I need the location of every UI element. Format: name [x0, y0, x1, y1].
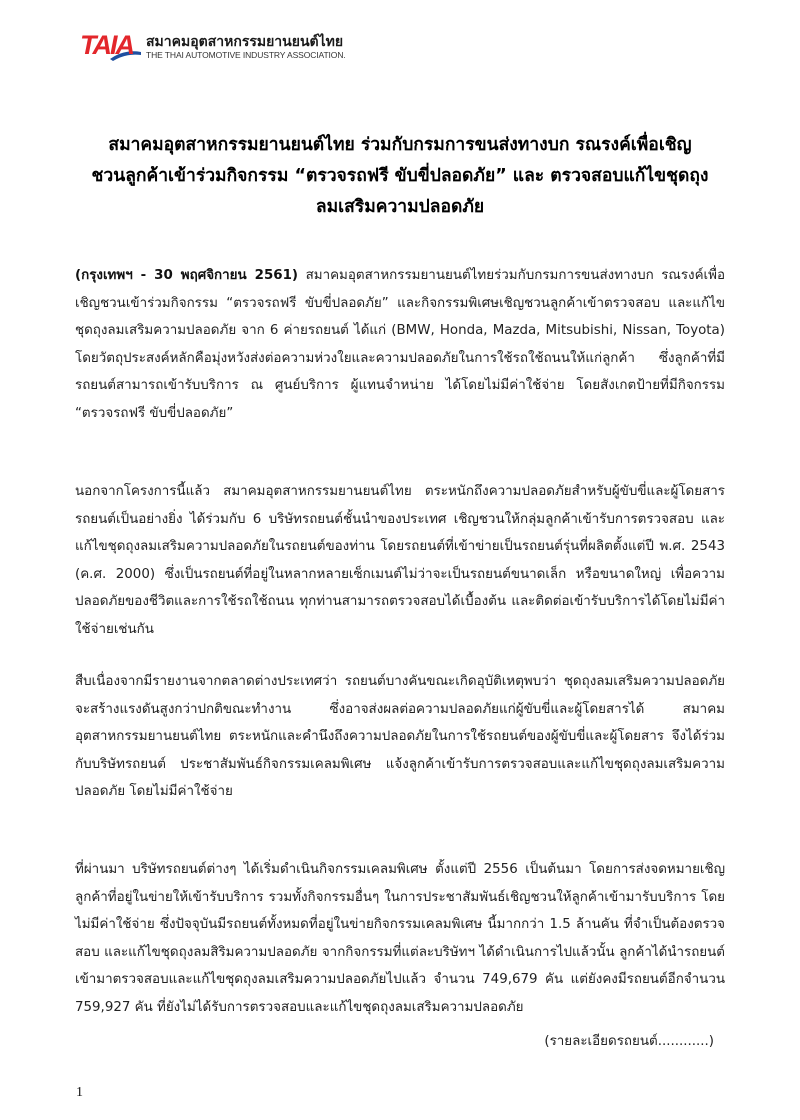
title-line: ชวนลูกค้าเข้าร่วมกิจกรรม “ตรวจรถฟรี ขับขี่ปลอดภัย” และ ตรวจสอบแก้ไขชุดถุง [91, 166, 709, 186]
paragraph-text: สมาคมอุตสาหกรรมยานยนต์ไทยร่วมกับกรมการขนส่งทางบก รณรงค์เพื่อเชิญชวนเข้าร่วมกิจกรรม “ตรวจรถฟรี ขับขี่ปลอดภัย” และกิจกรรมพิเศษเชิญชวนลูกค้าเข้าตรวจสอบ และแก้ไขชุดถุงลมเสริมความปลอดภัย จาก 6 ค่ายรถยนต์ ได้แก่ (BMW, Honda, Mazda, Mitsubishi, Nissan, Toyota) โดยวัตถุประสงค์หลักคือมุ่งหวังส่งต่อความห่วงใยและความปลอดภัยในการใช้รถใช้ถนนให้แก่ลูกค้า ซึ่งลูกค้าที่มีรถยนต์สามารถเข้ารับบริการ ณ ศูนย์บริการ ผู้แทนจำหน่าย ได้โดยไม่มีค่าใช้จ่าย โดยสังเกตป้ายที่มีกิจกรรม “ตรวจรถฟรี ขับขี่ปลอดภัย” [75, 268, 725, 421]
org-name-thai: สมาคมอุตสาหกรรมยานยนต์ไทย [146, 33, 344, 50]
title-line: สมาคมอุตสาหกรรมยานยนต์ไทย ร่วมกับกรมการขนส่งทางบก รณรงค์เพื่อเชิญ [108, 135, 692, 155]
paragraph-text: นอกจากโครงการนี้แล้ว สมาคมอุตสาหกรรมยานยนต์ไทย ตระหนักถึงความปลอดภัยสำหรับผู้ขับขี่และผู้โดยสารรถยนต์เป็นอย่างยิ่ง ได้ร่วมกับ 6 บริษัทรถยนต์ชั้นนำของประเทศ เชิญชวนให้กลุ่มลูกค้าเข้ารับการตรวจสอบ และแก้ไขชุดถุงลมเสริมความปลอดภัยในรถยนต์ของท่าน โดยรถยนต์ที่เข้าข่ายเป็นรถยนต์รุ่นที่ผลิตตั้งแต่ปี พ.ศ. 2543 (ค.ศ. 2000) ซึ่งเป็นรถยนต์ที่อยู่ในหลากหลายเซ็กเมนต์ไม่ว่าจะเป็นรถยนต์ขนาดเล็ก หรือขนาดใหญ่ เพื่อความปลอดภัยของชีวิตและการใช้รถใช้ถนน ทุกท่านสามารถตรวจสอบได้เบื้องต้น และติดต่อเข้ารับบริการได้โดยไม่มีค่าใช้จ่ายเช่นกัน [75, 484, 725, 637]
paragraph-text: ที่ผ่านมา บริษัทรถยนต์ต่างๆ ได้เริ่มดำเนินกิจกรรมเคลมพิเศษ ตั้งแต่ปี 2556 เป็นต้นมา โดยการส่งจดหมายเชิญลูกค้าที่อยู่ในข่ายให้เข้ารับบริการ รวมทั้งกิจกรรมอื่นๆ ในการประชาสัมพันธ์เชิญชวนให้ลูกค้าเข้ามารับบริการ โดยไม่มีค่าใช้จ่าย ซึ่งปัจจุบันมีรถยนต์ทั้งหมดที่อยู่ในข่ายกิจกรรมเคลมพิเศษ นี้มากกว่า 1.5 ล้านคัน ที่จำเป็นต้องตรวจสอบ และแก้ไขชุดถุงลมสิริมความปลอดภัย จากกิจกรรมที่แต่ละบริษัทฯ ได้ดำเนินการไปแล้วนั้น ลูกค้าได้นำรถยนต์เข้ามาตรวจสอบและแก้ไขชุดถุงลมเสริมความปลอดภัยไปแล้ว จำนวน 749,679 คัน แต่ยังคงมีรถยนต์อีกจำนวน 759,927 คัน ที่ยังไม่ได้รับการตรวจสอบและแก้ไขชุดถุงลมเสริมความปลอดภัย [75, 862, 725, 1015]
paragraph-3 [75, 668, 725, 806]
organization-name [146, 34, 346, 61]
details-note: (รายละเอียดรถยนต์............) [544, 1034, 714, 1049]
letterhead [80, 30, 346, 64]
page-number: 1 [76, 1085, 83, 1100]
document-title [60, 130, 740, 223]
dateline: (กรุงเทพฯ - 30 พฤศจิกายน 2561) [75, 268, 299, 283]
paragraph-intro [75, 262, 725, 428]
title-line: ลมเสริมความปลอดภัย [315, 197, 485, 217]
org-name-english: THE THAI AUTOMOTIVE INDUSTRY ASSOCIATION. [146, 49, 346, 60]
logo-letters: TAIA [80, 30, 133, 60]
paragraph-2 [75, 478, 725, 644]
taia-logo [80, 32, 142, 62]
paragraph-text: สืบเนื่องจากมีรายงานจากตลาดต่างประเทศว่า รถยนต์บางคันขณะเกิดอุบัติเหตุพบว่า ชุดถุงลมเสริมความปลอดภัยจะสร้างแรงดันสูงกว่าปกติขณะทำงาน ซึ่งอาจส่งผลต่อความปลอดภัยแก่ผู้ขับขี่และผู้โดยสารได้ สมาคมอุตสาหกรรมยานยนต์ไทย ตระหนักและคำนึงถึงความปลอดภัยในการใช้รถยนต์ของผู้ขับขี่และผู้โดยสาร จึงได้ร่วมกับบริษัทรถยนต์ ประชาสัมพันธ์กิจกรรมเคลมพิเศษ แจ้งลูกค้าเข้ารับการตรวจสอบและแก้ไขชุดถุงลมเสริมความปลอดภัย โดยไม่มีค่าใช้จ่าย [75, 674, 725, 800]
paragraph-4 [75, 856, 725, 1022]
